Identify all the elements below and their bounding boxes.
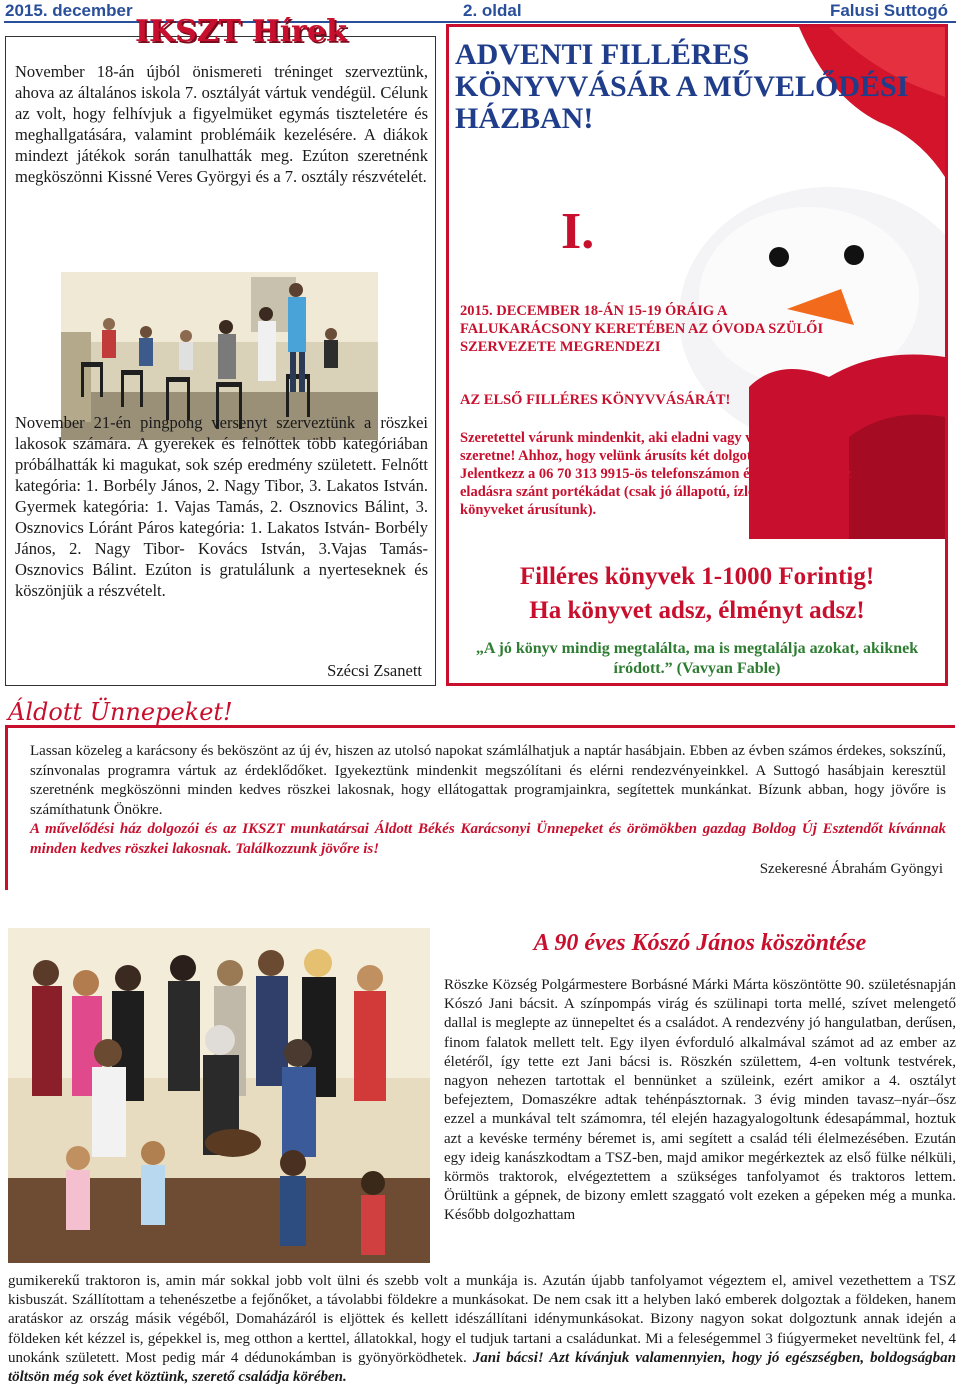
ikszt-training-paragraph: November 18-án újból önismereti tréninget szerveztünk, ahova az általános iskola 7. osztályát vártuk vendégül. Célunk az volt, hogy felhívjuk a figyelmüket egymás tiszteletére és meghallgatására, valamint problémáik kezelésére. A diákok mindezt játékok során tanulhatták meg. Ezúton szeretnénk megköszönni Kissné Veres Györgyi és a 7. osztály részvételét. [15, 62, 428, 186]
issue-date: 2015. december [5, 1, 133, 20]
ikszt-pingpong-paragraph: November 21-én pingpong versenyt szerveztünk a röszkei lakosok számára. A gyerekek és felnőttek több kategóriában próbálhatták ki magukat, sok szép eredmény született. Felnőtt kategória: 1. Borbély János, 2. Nagy Tibor, 3. Lakatos István. Gyermek kategória: 1. Vajas Tamás, 2. Osznovics Bálint, 3. Osznovics Lóránt Páros kategória: 1. Lakatos István- Borbély János, 2. Nagy Tibor- Kovács István, 3.Vajas Tamás- Osznovics Bálint. Ezúton is gratulálunk a nyerteseknek és köszönjük a részvételt. [15, 413, 428, 600]
christmas-greeting-box [5, 725, 955, 890]
advent-first-fair: AZ ELSŐ FILLÉRES KÖNYVVÁSÁRÁT! [460, 392, 731, 408]
advent-book-fair-box [446, 24, 948, 686]
advent-title: ADVENTI FILLÉRES KÖNYVVÁSÁR A MŰVELŐDÉSI HÁZBAN! [455, 38, 909, 135]
advent-invitation: Szeretettel várunk mindenkit, aki eladni vagy vásárolni szeretne! Ahhoz, hogy velünk árusíts két dolgot kell tenned: Jelentkezz a 06 70 313 9915-ös telefonszámon és csinosítsd ki az eladásra szánt portékádat (csak jó állapotú, ízléses tartalmú könyveket árusítunk). [460, 430, 852, 518]
ikszt-news-box [5, 36, 436, 686]
christmas-heading: Áldott Ünnepeket! [8, 698, 233, 726]
ikszt-signature: Szécsi Zsanett [327, 661, 422, 680]
birthday-family-photo [8, 928, 430, 1263]
ikszt-news-title: IKSZT Hírek [135, 14, 347, 49]
christmas-text: Lassan közeleg a karácsony és beköszönt az új év, hiszen az utolsó napokat számlálhatjuk a naptár hasábjain. Ebben az évben számos érdekes, sokszínű, színvonalas programra vártuk az érdeklődőket. Igyekeztünk mindenkit megszólítani és elérni rendezvényeinkkel. A Suttogó hasábjain keresztül szeretnénk megköszönni minden kedves röszkei lakosnak, hogy ellátogattak programjainkra, segítettek munkánkat. Bízunk abban, hogy jövőre is számíthatunk Önökre. [30, 743, 946, 818]
advent-date-line: 2015. DECEMBER 18-ÁN 15-19 ÓRÁIG A FALUKARÁCSONY KERETÉBEN AZ ÓVODA SZÜLŐI SZERVEZETE MEGRENDEZI [460, 303, 824, 355]
birthday-text-continued [8, 1272, 956, 1387]
newspaper-name: Falusi Suttogó [829, 1, 948, 20]
advent-price-slogan: Filléres könyvek 1-1000 Forintig! [519, 563, 875, 590]
advent-experience-slogan: Ha könyvet adsz, élményt adsz! [529, 597, 865, 624]
page-number: 2. oldal [463, 1, 522, 20]
christmas-signature: Szekeresné Ábrahám Gyöngyi [759, 861, 943, 877]
birthday-text-column: Röszke Község Polgármestere Borbásné Márki Márta köszöntötte 90. születésnapján Kószó Jani bácsit. A színpompás virág és szülinapi torta mellé, szívet melengető dallal is meglepte az ünnepeltet és a családot. A rendezvény jó hangulatban, derűsen, finom falatok mellett telt. Egy ilyen évforduló alkalmával számot ad az ember az életéről, így tette ezt Jani bácsi is. Röszkén születtem, 4-en voltunk testvérek, nagyon nehezen tartottak el bennünket a szüleink, ezért amikor a 4. osztályt befejeztem, Domaszékre adtak tehénpásztornak. 3 évig minden tavasz–nyár–ősz ezzel a munkával telt számomra, tél elején hazagyalogoltunk édesapámmal, hoztuk azt a kevéske termény béremet is, ami segített a család téli élelmezésében. Ezután egy ideig kanászkodtam a TSZ-ben, majd amikor megérkeztek az első fülke nélküli, körmös traktorok, elvégeztettem a szükséges tanfolyamot és traktoros lettem. Örültünk a gépnek, de bizony emlett szaggató volt ezeken a gépeken még a munka. Később dolgozhattam [444, 977, 956, 1224]
advent-quote: „A jó könyv mindig megtalálta, ma is megtalálja azokat, akiknek íródott.” (Vavyan Fable) [475, 640, 919, 677]
advent-roman-numeral: I. [561, 203, 595, 260]
birthday-title: A 90 éves Kószó János köszöntése [533, 930, 867, 956]
birthday-text-tail: gumikerekű traktoron is, amin már sokkal jobb volt ülni és szebb volt a munkája is. Azután újabb tanfolyamot végeztem el, amivel vezethettem a TSZ kisbuszát. Szállítottam a tehenészetbe a fejőnőket, a távolabbi földekre a munkásokat. De nem csak itt a helyben lakó emberek dolgoztak a földeken, hanem aratáskor az ország másik végéből, Domaházáról is eljöttek és kellett idészállítani idénymunkásokat. Bizony nagyon sokat dolgoztunk annak idején a földeken két kézzel is, gépekkel is, meg otthon a kerttel, állatokkal, hogy el tudjuk tartani a családunkat. Mi a feleségemmel 3 fiúgyermeket neveltünk fel, 4 unokánk született. Most pedig már 4 dédunokámban is gyönyörködhetek. [8, 1273, 956, 1366]
christmas-wish: A művelődési ház dolgozói és az IKSZT munkatársai Áldott Békés Karácsonyi Ünnepeket és örömökben gazdag Boldog Új Esztendőt kívánnak minden kedves röszkei lakosnak. Találkozzunk jövőre is! [30, 821, 946, 857]
birthday-wish: Jani bácsi! Azt kívánjuk valamennyien, hogy jó egészségben, boldogságban töltsön még sok évet köztünk, szerető családja körében. [8, 1349, 957, 1386]
